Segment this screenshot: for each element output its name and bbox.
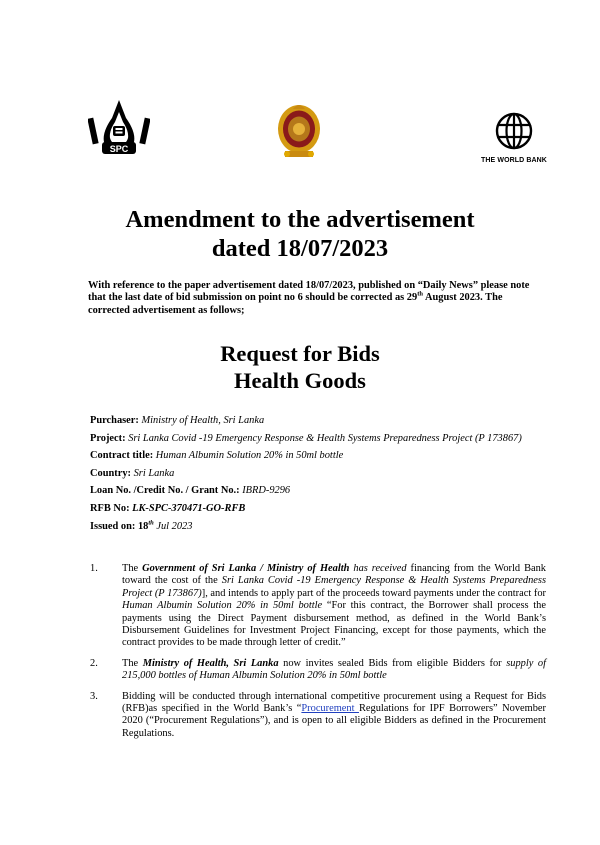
loan-value: IBRD-9296 xyxy=(242,485,291,497)
project-label: Project: xyxy=(90,432,126,444)
issued-superscript: th xyxy=(148,519,154,527)
national-emblem xyxy=(273,99,325,161)
purchaser-field xyxy=(90,415,546,427)
country-field xyxy=(90,468,546,480)
loan-field xyxy=(90,485,546,497)
amendment-title-line1: Amendment to the advertisement xyxy=(125,206,475,233)
rfb-title-line2: Health Goods xyxy=(234,368,366,393)
rfb-number-value: LK-SPC-370471-GO-RFB xyxy=(132,502,246,514)
item-text-italic: Sri Lanka Covid -19 Emergency Response & Health Systems Preparedness Project (P 173867) xyxy=(122,575,546,599)
issued-rest: Jul 2023 xyxy=(156,520,193,532)
item-text: Regulations for IPF Borrowers” November 2020 (“Procurement Regulations”), and is open to all eligible Bidders as defined in the Procurement Regulations. xyxy=(122,703,546,739)
spc-logo xyxy=(88,98,150,156)
spc-logo-icon xyxy=(88,98,150,156)
rfb-details xyxy=(90,415,546,538)
contract-title-label: Contract title: xyxy=(90,450,154,462)
amendment-title-line2: dated 18/07/2023 xyxy=(211,235,389,262)
item-number: 3. xyxy=(90,690,98,702)
amendment-intro xyxy=(88,280,544,317)
issued-on-field xyxy=(90,521,546,533)
item-number: 1. xyxy=(90,563,98,574)
item-text: ], and intends to apply part of the proceeds toward payments under the contract for xyxy=(201,587,546,599)
item-text: now invites sealed Bids from eligible Bidders for xyxy=(278,657,507,669)
item-number: 2. xyxy=(90,657,98,669)
rfb-number-label: RFB No: xyxy=(90,502,130,514)
sri-lanka-emblem-icon xyxy=(273,99,325,161)
item-text: “For this contract, the Borrower shall process the payments using the Direct Payment disbursement method, as defined in the World Bank’s Disbursement Guidelines for Investment Project Financing, except for those payments, which the contract provides to be made through letter of credit.” xyxy=(122,600,546,649)
amendment-title xyxy=(60,205,540,263)
item-text-bold: Ministry of Health, Sri Lanka xyxy=(142,657,279,669)
rfb-number-field xyxy=(90,503,546,515)
rfb-title xyxy=(60,340,540,394)
item-text-italic: has received xyxy=(349,563,407,574)
country-label: Country: xyxy=(90,467,131,479)
item-text-bold: Government of Sri Lanka / Ministry of Health xyxy=(142,563,350,574)
world-bank-logo-text: THE WORLD BANK xyxy=(481,157,547,164)
item-text: The xyxy=(122,657,143,669)
purchaser-value: Ministry of Health, Sri Lanka xyxy=(141,415,265,426)
country-value: Sri Lanka xyxy=(133,467,175,479)
list-item xyxy=(90,563,546,650)
spc-logo-text: SPC xyxy=(109,144,129,154)
item-text: The xyxy=(122,563,143,574)
issued-on-label: Issued on: xyxy=(90,520,136,532)
project-value: Sri Lanka Covid -19 Emergency Response & Health Systems Preparedness Project (P 173867) xyxy=(128,432,522,444)
intro-text-part1: With reference to the paper advertisement dated 18/07/2023, published on “Daily News” please note that the last date of bid submission on point no 6 should be corrected as 29 xyxy=(88,280,530,304)
purchaser-label: Purchaser: xyxy=(90,415,139,426)
item-text: Bidding will be conducted through international competitive procurement using a Request for Bids (RFB)as specified in the World Bank’s “ xyxy=(122,690,546,715)
globe-icon xyxy=(495,112,533,150)
intro-superscript: th xyxy=(417,290,423,298)
contract-title-field xyxy=(90,450,546,462)
item-text: financing from the World Bank toward the cost of the xyxy=(122,563,546,587)
issued-day: 18 xyxy=(137,520,149,532)
rfb-items xyxy=(90,563,546,748)
list-item xyxy=(90,658,546,683)
contract-title-value: Human Albumin Solution 20% in 50ml bottle xyxy=(155,450,344,462)
item-text-italic: Human Albumin Solution 20% in 50ml bottle xyxy=(122,600,323,612)
intro-text-part2: August 2023. The corrected advertisement as follows; xyxy=(88,292,503,316)
loan-label: Loan No. /Credit No. / Grant No.: xyxy=(90,485,240,497)
procurement-link[interactable]: Procurement xyxy=(301,703,359,715)
rfb-title-line1: Request for Bids xyxy=(220,341,380,366)
list-item xyxy=(90,691,546,741)
item-text-italic: supply of 215,000 bottles of Human Albumin Solution 20% in 50ml bottle xyxy=(122,657,546,682)
world-bank-logo xyxy=(478,112,550,172)
project-field xyxy=(90,433,546,445)
